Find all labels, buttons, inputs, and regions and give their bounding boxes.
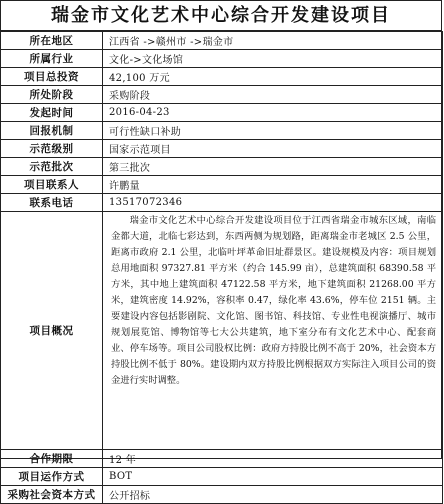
table-row-stage xyxy=(1,86,443,104)
region-value: 江西省 ->赣州市 ->瑞金市 xyxy=(103,32,443,50)
stage-value: 采购阶段 xyxy=(103,86,443,104)
stage-label: 所处阶段 xyxy=(1,86,103,104)
industry-value: 文化->文化场馆 xyxy=(103,50,443,68)
operation-mode-value: BOT xyxy=(103,468,443,486)
phone-label: 联系电话 xyxy=(1,194,103,212)
demo-batch-value: 第三批次 xyxy=(103,158,443,176)
table-row-demo-level xyxy=(1,140,443,158)
table-row-operation-mode xyxy=(1,468,443,486)
table-row-overview xyxy=(1,212,443,450)
return-mechanism-value: 可行性缺口补助 xyxy=(103,122,443,140)
table-row-contact-person xyxy=(1,176,443,194)
overview-label: 项目概况 xyxy=(1,212,103,450)
table-row-cooperation-period xyxy=(1,450,443,468)
return-mechanism-label: 回报机制 xyxy=(1,122,103,140)
table-row-phone xyxy=(1,194,443,212)
table-row-launch-date xyxy=(1,104,443,122)
cooperation-period-value: 12 年 xyxy=(103,450,443,468)
project-info-table xyxy=(0,31,443,504)
launch-date-value: 2016-04-23 xyxy=(103,104,443,122)
industry-label: 所属行业 xyxy=(1,50,103,68)
phone-value: 13517072346 xyxy=(103,194,443,212)
operation-mode-label: 项目运作方式 xyxy=(1,468,103,486)
launch-date-label: 发起时间 xyxy=(1,104,103,122)
overview-text: 瑞金市文化艺术中心综合开发建设项目位于江西省瑞金市城东区域，南临金都大道，北临七彩达到，东西两侧为规划路，距离瑞金市老城区 2.5 公里，距离市政府 2.1 公里，北临叶坪革命旧址群景区。建设规模及内容：项目规划总用地面积 97327.81 平方米（约合 145.99 亩），总建筑面积 68390.58 平方米，其中地上建筑面积 47122.58 平方米，地下建筑面积 21268.00 平方米，建筑密度 14.92%，容积率 0.47，绿化率 43.6%，停车位 2151 辆。主要建设内容包括影剧院、文化馆、图书馆、科技馆、专业性电视演播厅、城市规划展览馆、博物馆等七大公共建筑，地下室分布有文化艺术中心、配套商业、停车场等。项目公司股权比例：政府方持股比例不高于 20%，社会资本方持股比例不低于 80%。建设期内双方持股比例根据双方实际注入项目公司的资金进行实时调整。 xyxy=(103,212,443,450)
table-row-demo-batch xyxy=(1,158,443,176)
demo-level-label: 示范级别 xyxy=(1,140,103,158)
procurement-method-label: 采购社会资本方式 xyxy=(1,486,103,504)
table-row-industry xyxy=(1,50,443,68)
total-investment-label: 项目总投资 xyxy=(1,68,103,86)
demo-batch-label: 示范批次 xyxy=(1,158,103,176)
contact-person-label: 项目联系人 xyxy=(1,176,103,194)
cooperation-period-label: 合作期限 xyxy=(1,450,103,468)
total-investment-value: 42,100 万元 xyxy=(103,68,443,86)
table-row-return-mechanism xyxy=(1,122,443,140)
procurement-method-value: 公开招标 xyxy=(103,486,443,504)
contact-person-value: 许鹏量 xyxy=(103,176,443,194)
table-row-procurement-method xyxy=(1,486,443,504)
page-title: 瑞金市文化艺术中心综合开发建设项目 xyxy=(1,1,441,31)
table-row-total-investment xyxy=(1,68,443,86)
demo-level-value: 国家示范项目 xyxy=(103,140,443,158)
table-row-region xyxy=(1,32,443,50)
region-label: 所在地区 xyxy=(1,32,103,50)
